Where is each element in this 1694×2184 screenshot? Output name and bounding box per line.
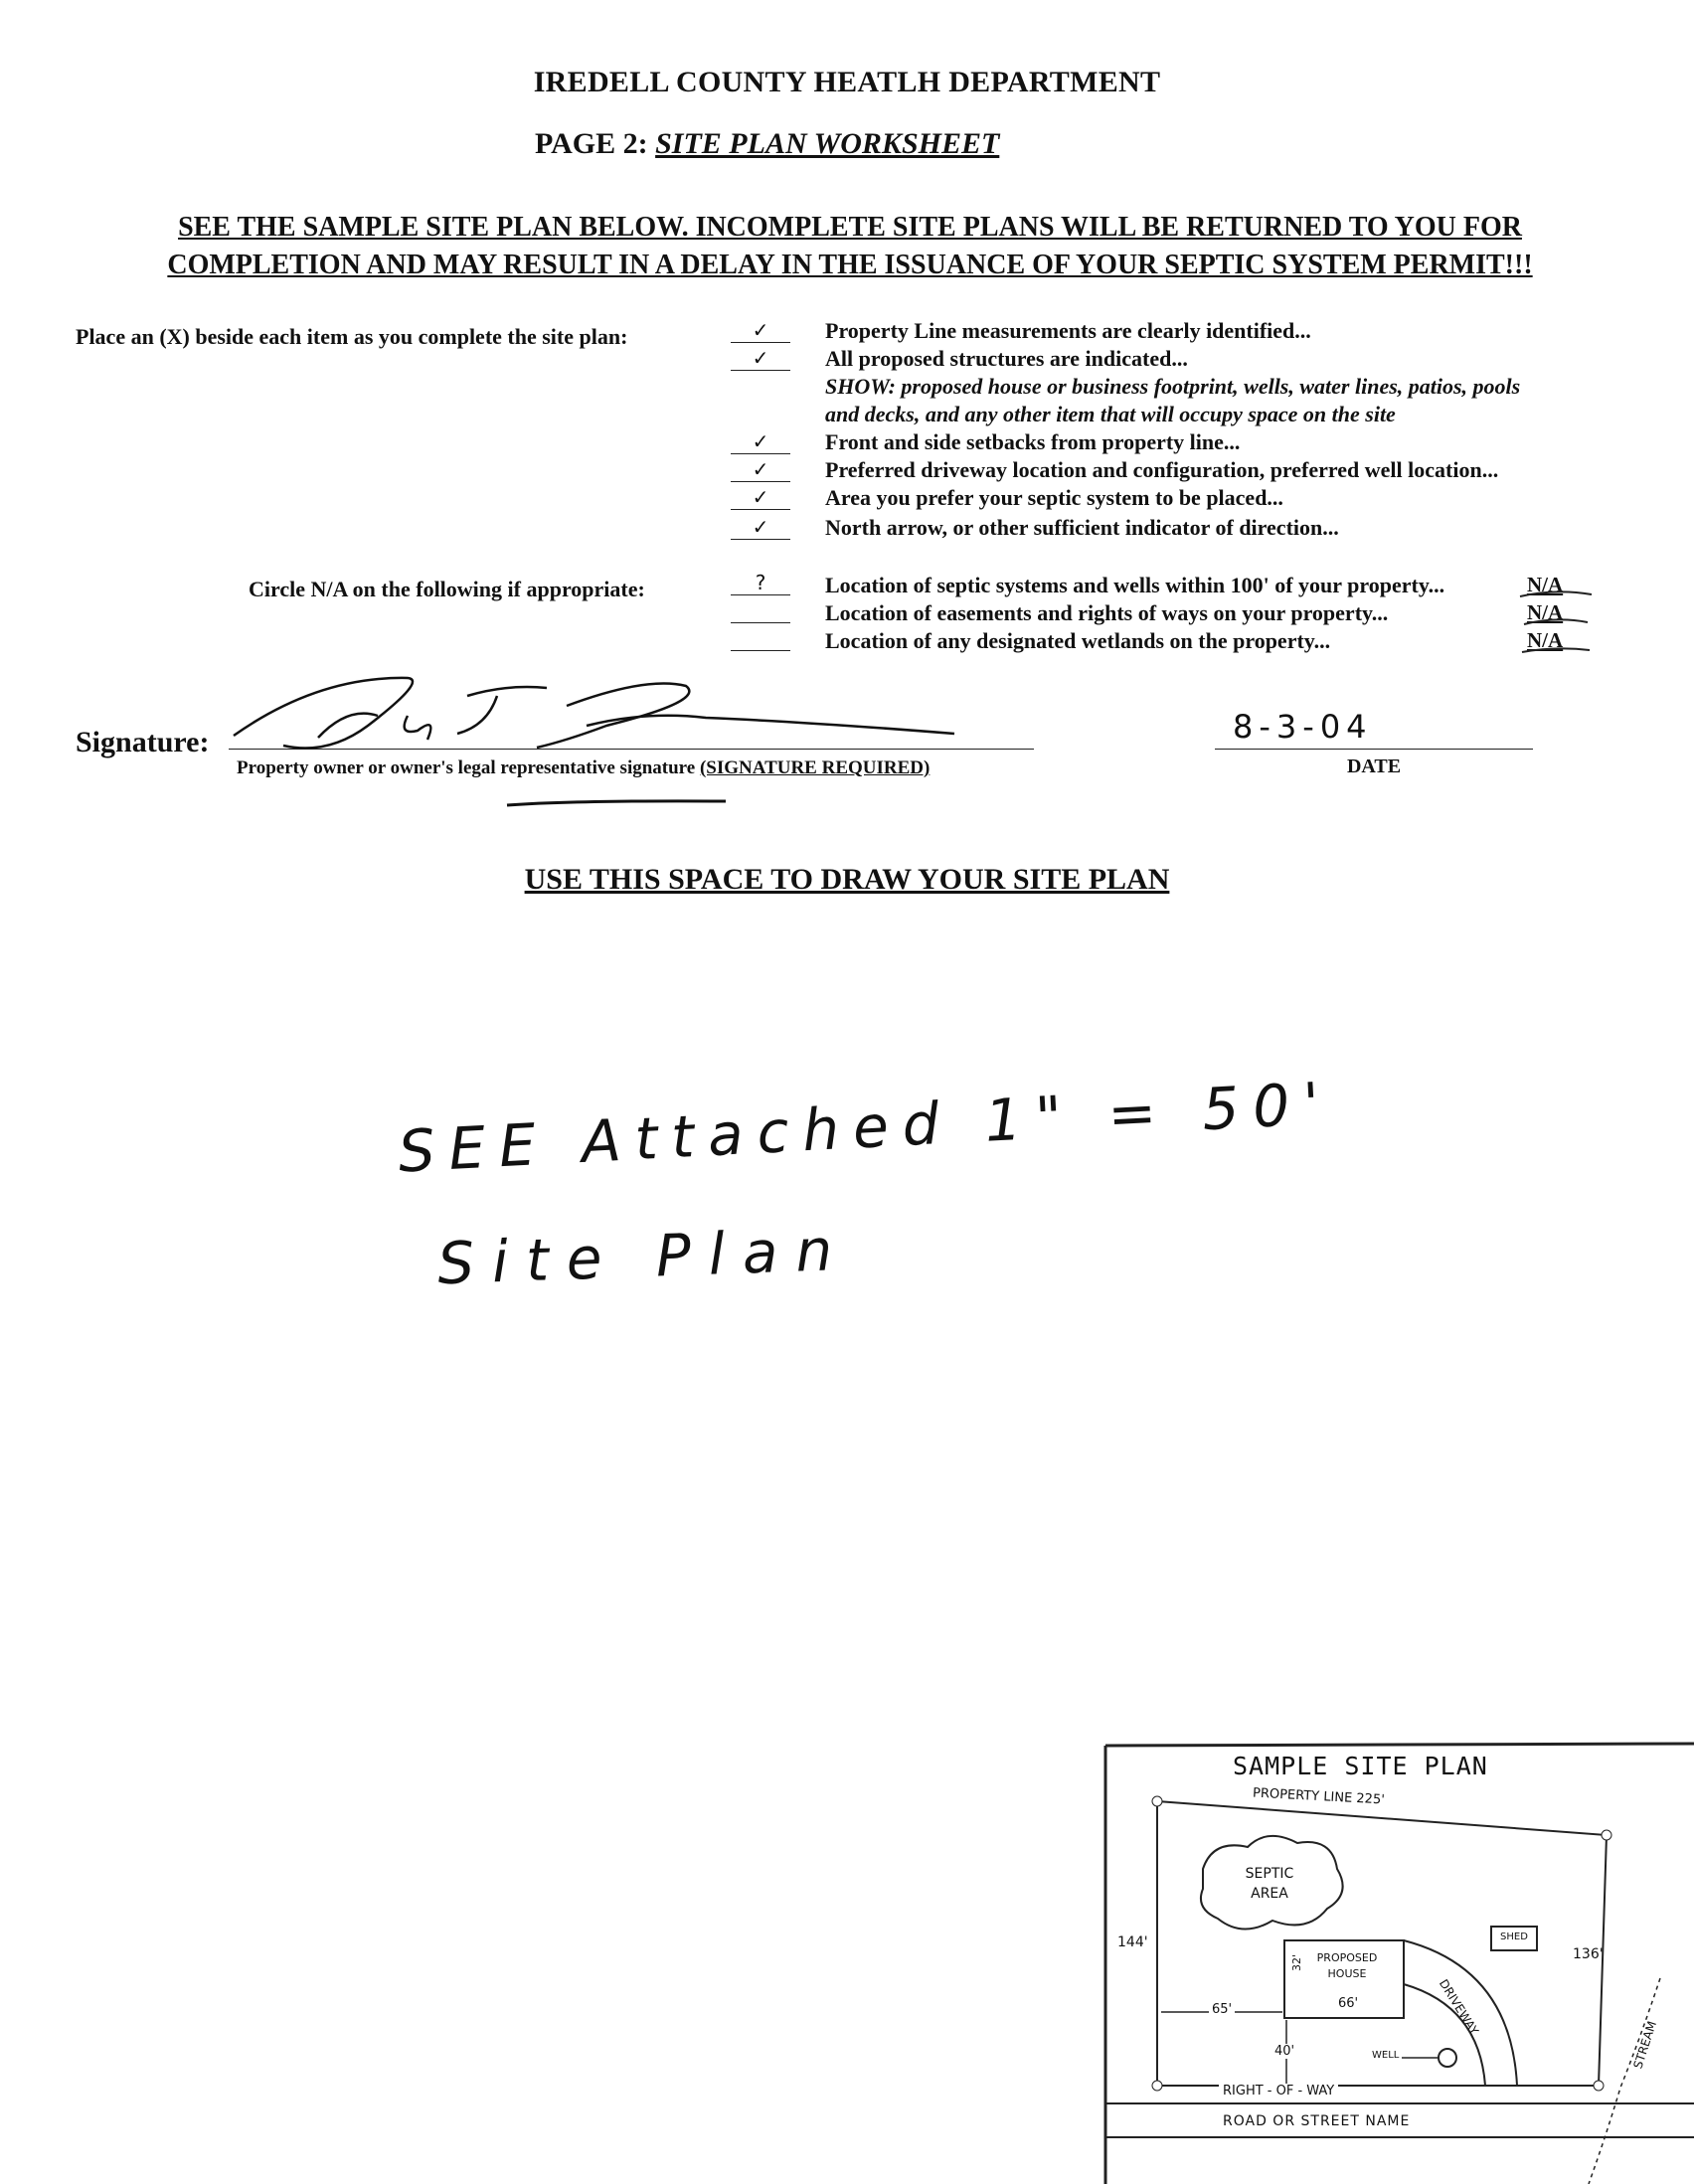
sample-driveway-label: DRIVEWAY — [1436, 1976, 1481, 2038]
checklist-note-line1: SHOW: proposed house or business footprint, wells, water lines, patios, pools — [825, 374, 1521, 399]
signature-required: (SIGNATURE REQUIRED) — [699, 757, 931, 778]
checklist-mark-4[interactable]: ✓ — [731, 459, 790, 482]
checklist-item-property-line: Property Line measurements are clearly identified... — [825, 318, 1311, 343]
sample-site-plan — [1103, 1740, 1694, 2184]
sample-setback-front: 40' — [1274, 2044, 1295, 2059]
sample-house-label: PROPOSED HOUSE — [1316, 1951, 1378, 1980]
checklist-mark-2[interactable]: ✓ — [731, 348, 790, 371]
signature-caption-text: Property owner or owner's legal representative signature — [237, 757, 696, 778]
page-name: SITE PLAN WORKSHEET — [655, 127, 1000, 160]
handwritten-signature[interactable] — [209, 656, 964, 805]
page-title: IREDELL COUNTY HEATLH DEPARTMENT — [533, 66, 1161, 98]
na-circle-marks — [1516, 567, 1596, 676]
sample-shed-label: SHED — [1500, 1932, 1528, 1942]
na-item-septic-wells: Location of septic systems and wells within 100' of your property... — [825, 573, 1445, 597]
page-label: PAGE 2: — [535, 127, 648, 160]
na-option-1[interactable]: N/A — [1527, 573, 1564, 596]
checklist-item-septic-area: Area you prefer your septic system to be placed... — [825, 485, 1283, 510]
date-value[interactable]: 8-3-04 — [1233, 708, 1373, 746]
sample-house-depth: 32' — [1290, 1953, 1304, 1972]
handwritten-note-line1: SEE Attached 1" = 50' — [396, 1069, 1335, 1186]
sample-house-width: 66' — [1338, 1996, 1359, 2011]
sample-right-side: 136' — [1573, 1946, 1604, 1962]
na-mark-1[interactable]: ? — [731, 573, 790, 595]
checklist-mark-3[interactable]: ✓ — [731, 431, 790, 454]
warning-notice: SEE THE SAMPLE SITE PLAN BELOW. INCOMPLETE SITE PLANS WILL BE RETURNED TO YOU FOR COMPLETION AND MAY RESULT IN A DELAY IN THE ISSUANCE OF YOUR SEPTIC SYSTEM PERMIT!!! — [167, 212, 1533, 280]
checklist-mark-6[interactable]: ✓ — [731, 517, 790, 540]
handwritten-note-line2: Site Plan — [435, 1215, 852, 1298]
sample-left-side: 144' — [1117, 1934, 1148, 1950]
checklist-mark-5[interactable]: ✓ — [731, 487, 790, 510]
signature-label: Signature: — [76, 726, 210, 758]
signature-caption — [237, 757, 930, 779]
sample-septic-label: SEPTIC AREA — [1245, 1866, 1294, 1902]
draw-section-heading: USE THIS SPACE TO DRAW YOUR SITE PLAN — [524, 863, 1170, 896]
checklist-note-line2: and decks, and any other item that will occupy space on the site — [825, 402, 1396, 426]
checklist-item-driveway: Preferred driveway location and configuration, preferred well location... — [825, 457, 1499, 482]
sample-well-label: WELL — [1372, 2050, 1400, 2061]
sample-plan-title: SAMPLE SITE PLAN — [1233, 1752, 1488, 1780]
na-option-3[interactable]: N/A — [1527, 628, 1564, 652]
checklist-item-north-arrow: North arrow, or other sufficient indicator of direction... — [825, 515, 1339, 540]
na-option-2[interactable]: N/A — [1527, 600, 1564, 624]
na-mark-3[interactable] — [731, 628, 790, 651]
sample-stream-label: STREAM — [1630, 2019, 1660, 2071]
na-item-easements: Location of easements and rights of ways on your property... — [825, 600, 1389, 625]
checklist-item-structures: All proposed structures are indicated... — [825, 346, 1188, 371]
checklist-mark-1[interactable]: ✓ — [731, 320, 790, 343]
checklist-item-setbacks: Front and side setbacks from property line... — [825, 429, 1241, 454]
date-line — [1215, 749, 1533, 750]
na-item-wetlands: Location of any designated wetlands on the property... — [825, 628, 1331, 653]
na-mark-2[interactable] — [731, 600, 790, 623]
sample-right-of-way: RIGHT - OF - WAY — [1219, 2084, 1338, 2099]
sample-road-label: ROAD OR STREET NAME — [1223, 2113, 1411, 2129]
page-subtitle — [535, 127, 999, 161]
checklist-instruction: Place an (X) beside each item as you complete the site plan: — [76, 324, 628, 349]
date-label: DATE — [1346, 756, 1402, 777]
sample-property-line: PROPERTY LINE 225' — [1252, 1785, 1386, 1808]
na-instruction: Circle N/A on the following if appropriate: — [249, 577, 645, 601]
sample-setback-side: 65' — [1209, 2002, 1235, 2017]
